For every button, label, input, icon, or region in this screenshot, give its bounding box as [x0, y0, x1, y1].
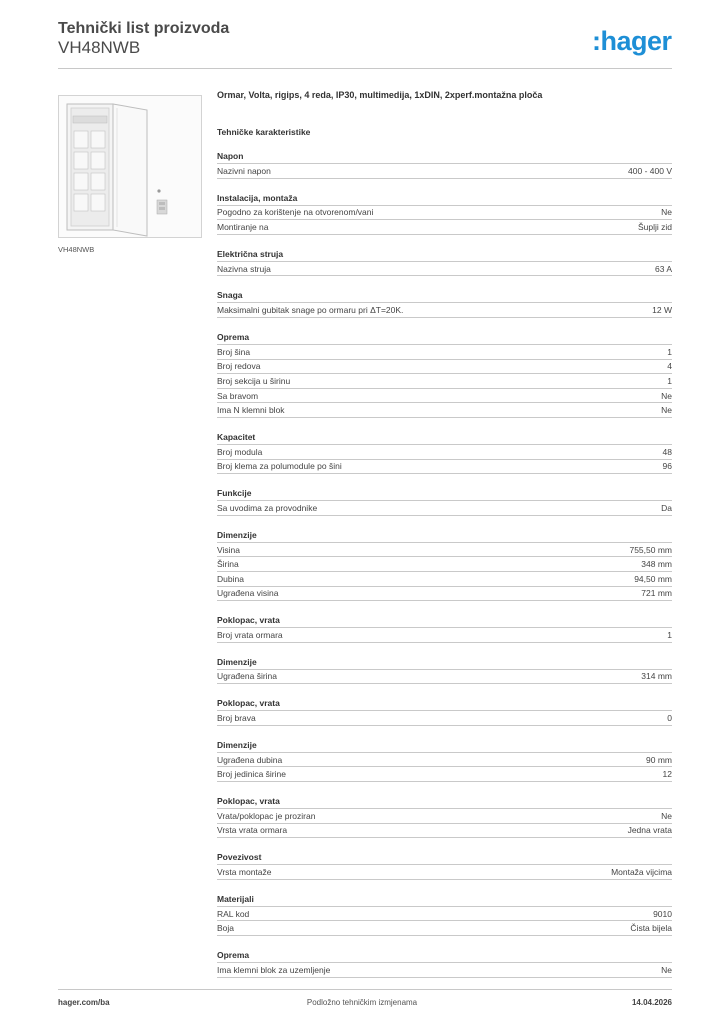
section-title: Kapacitet: [217, 431, 672, 445]
spec-label: Sa uvodima za provodnike: [217, 502, 318, 513]
spec-row: [217, 403, 672, 418]
spec-label: Broj vrata ormara: [217, 629, 283, 640]
spec-row: [217, 360, 672, 375]
spec-label: Nazivni napon: [217, 165, 271, 176]
spec-label: Pogodno za korištenje na otvorenom/vani: [217, 207, 374, 218]
spec-label: Vrsta vrata ormara: [217, 825, 288, 836]
spec-section: [217, 192, 672, 235]
spec-row: [217, 389, 672, 404]
spec-value: 94,50 mm: [634, 573, 672, 584]
spec-row: [217, 206, 672, 221]
spec-section: [217, 795, 672, 838]
spec-value: Da: [661, 502, 672, 513]
spec-label: Maksimalni gubitak snage po ormaru pri ΔT=20K.: [217, 305, 404, 316]
spec-value: Šuplji zid: [637, 221, 672, 232]
spec-label: Broj brava: [217, 713, 256, 724]
footer-date: 14.04.2026: [631, 998, 672, 1007]
spec-row: [217, 809, 672, 824]
spec-section: [217, 851, 672, 880]
spec-value: 90 mm: [646, 754, 672, 765]
section-title: Oprema: [217, 331, 672, 345]
spec-label: Vrata/poklopac je proziran: [217, 810, 316, 821]
spec-label: Vrsta montaže: [217, 867, 272, 878]
spec-content: [217, 90, 672, 978]
spec-value: 12 W: [652, 305, 672, 316]
spec-label: Ugrađena širina: [217, 671, 278, 682]
section-title: Dimenzije: [217, 656, 672, 670]
spec-section: [217, 431, 672, 474]
section-title: Poklopac, vrata: [217, 795, 672, 809]
spec-row: [217, 711, 672, 726]
spec-label: RAL kod: [217, 908, 250, 919]
spec-section: [217, 150, 672, 179]
spec-value: 12: [662, 769, 672, 780]
section-title: Funkcije: [217, 487, 672, 501]
spec-row: [217, 543, 672, 558]
spec-row: [217, 865, 672, 880]
spec-label: Ima klemni blok za uzemljenje: [217, 964, 331, 975]
spec-section: [217, 893, 672, 936]
footer-disclaimer: Podložno tehničkim izmjenama: [306, 998, 418, 1007]
spec-section: [217, 949, 672, 978]
spec-row: [217, 963, 672, 978]
spec-section: [217, 331, 672, 418]
spec-row: [217, 572, 672, 587]
section-title: Oprema: [217, 949, 672, 963]
spec-label: Broj sekcija u širinu: [217, 375, 291, 386]
spec-row: [217, 220, 672, 235]
section-title: Povezivost: [217, 851, 672, 865]
spec-label: Ima N klemni blok: [217, 405, 285, 416]
spec-label: Broj klema za polumodule po šini: [217, 461, 342, 472]
spec-value: 400 - 400 V: [628, 165, 672, 176]
spec-row: [217, 303, 672, 318]
spec-label: Broj modula: [217, 446, 263, 457]
spec-label: Boja: [217, 923, 235, 934]
spec-label: Nazivna struja: [217, 263, 271, 274]
section-title: Instalacija, montaža: [217, 192, 672, 206]
section-title: Poklopac, vrata: [217, 697, 672, 711]
spec-value: Ne: [661, 810, 672, 821]
spec-value: 348 mm: [641, 559, 672, 570]
spec-label: Montiranje na: [217, 221, 269, 232]
spec-row: [217, 374, 672, 389]
spec-value: 0: [667, 713, 672, 724]
spec-value: Ne: [661, 405, 672, 416]
spec-label: Broj jedinica širine: [217, 769, 286, 780]
spec-value: 63 A: [654, 263, 672, 274]
section-title: Napon: [217, 150, 672, 164]
spec-value: 1: [667, 346, 672, 357]
spec-section: [217, 697, 672, 726]
header-divider: [58, 68, 672, 69]
spec-label: Broj redova: [217, 361, 261, 372]
spec-value: Ne: [661, 207, 672, 218]
spec-value: 1: [667, 629, 672, 640]
spec-row: [217, 501, 672, 516]
spec-row: [217, 445, 672, 460]
footer-divider: [58, 989, 672, 990]
spec-value: Ne: [661, 390, 672, 401]
image-caption: VH48NWB: [58, 245, 95, 254]
spec-label: Ugrađena visina: [217, 588, 279, 599]
spec-row: [217, 670, 672, 685]
product-image: [58, 95, 202, 238]
spec-row: [217, 753, 672, 768]
section-title: Snaga: [217, 289, 672, 303]
spec-value: Jedna vrata: [627, 825, 672, 836]
spec-section: [217, 656, 672, 685]
spec-row: [217, 460, 672, 475]
spec-sections: [217, 150, 672, 978]
spec-label: Dubina: [217, 573, 244, 584]
spec-section: [217, 529, 672, 601]
product-code: VH48NWB: [58, 38, 141, 57]
spec-section: [217, 487, 672, 516]
spec-row: [217, 767, 672, 782]
spec-label: Ugrađena dubina: [217, 754, 283, 765]
spec-row: [217, 824, 672, 839]
spec-value: Montaža vijcima: [611, 867, 672, 878]
spec-label: Sa bravom: [217, 390, 259, 401]
section-title: Materijali: [217, 893, 672, 907]
section-title: Električna struja: [217, 248, 672, 262]
spec-label: Broj šina: [217, 346, 251, 357]
spec-row: [217, 907, 672, 922]
spec-label: Visina: [217, 544, 240, 555]
spec-row: [217, 921, 672, 936]
spec-row: [217, 628, 672, 643]
spec-row: [217, 345, 672, 360]
spec-value: 1: [667, 375, 672, 386]
section-title: Poklopac, vrata: [217, 614, 672, 628]
spec-value: 9010: [653, 908, 672, 919]
tech-characteristics-heading: Tehničke karakteristike: [217, 127, 311, 137]
document-title: Tehnički list proizvoda: [58, 20, 230, 37]
spec-row: [217, 557, 672, 572]
spec-value: 96: [662, 461, 672, 472]
spec-section: [217, 248, 672, 277]
spec-row: [217, 164, 672, 179]
section-title: Dimenzije: [217, 739, 672, 753]
hager-logo: :hager: [592, 26, 672, 56]
spec-value: 314 mm: [641, 671, 672, 682]
product-description: Ormar, Volta, rigips, 4 reda, IP30, multimedija, 1xDIN, 2xperf.montažna ploča: [217, 90, 543, 100]
spec-value: Ne: [661, 964, 672, 975]
spec-value: 721 mm: [641, 588, 672, 599]
spec-value: 48: [662, 446, 672, 457]
spec-section: [217, 739, 672, 782]
spec-value: 755,50 mm: [629, 544, 672, 555]
spec-row: [217, 262, 672, 277]
cabinet-illustration: [59, 96, 201, 237]
footer-website: hager.com/ba: [58, 998, 110, 1007]
spec-section: [217, 289, 672, 318]
spec-section: [217, 614, 672, 643]
spec-value: 4: [667, 361, 672, 372]
spec-row: [217, 587, 672, 602]
spec-value: Čista bijela: [630, 923, 672, 934]
spec-label: Širina: [217, 559, 239, 570]
section-title: Dimenzije: [217, 529, 672, 543]
